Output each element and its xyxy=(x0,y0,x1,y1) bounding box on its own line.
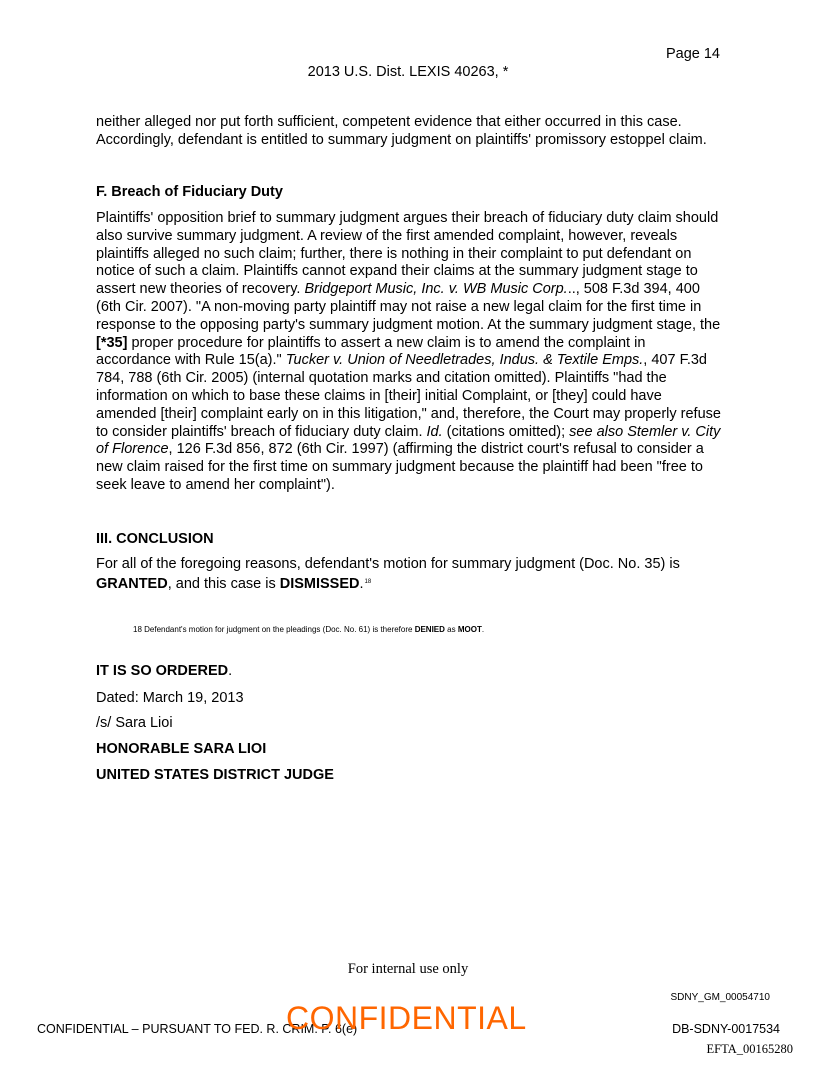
text-run: Plaintiffs' opposition brief to summary judgment argues their breach of fiduciary duty claim should also survive summary judgment. A review of the first amended complaint, however, reveals plaintiffs alleged no such claim; further, there is nothing in their complaint to put defendant on notice of such a claim. Plaintiffs cannot expand their claims at the summary judgment stage to assert new theories of recovery. xyxy=(96,210,719,298)
so-ordered-period: . xyxy=(228,663,233,679)
text-run: For all of the foregoing reasons, defendant's motion for summary judgment (Doc. No. 35) is xyxy=(96,556,680,572)
dated-line: Dated: March 19, 2013 xyxy=(96,690,244,706)
text-run: , 126 F.3d 856, 872 (6th Cir. 1997) (affirming the district court's refusal to consider a new claim raised for the first time on summary judgment because the plaintiff had been "free to seek leave to amend her complaint"). xyxy=(96,441,704,493)
paragraph-conclusion xyxy=(96,556,724,594)
dismissed-text: DISMISSED xyxy=(279,575,360,592)
moot-text: MOOT xyxy=(457,625,482,634)
so-ordered-bold: IT IS SO ORDERED xyxy=(96,663,229,679)
confidential-stamp: CONFIDENTIAL xyxy=(286,1000,527,1036)
text-run: . xyxy=(359,575,364,592)
case-name-tucker: Tucker v. Union of Needletrades, Indus. & Textile Emps. xyxy=(285,352,644,369)
granted-text: GRANTED xyxy=(96,575,168,592)
case-citation-header: 2013 U.S. Dist. LEXIS 40263, * xyxy=(307,64,509,80)
text-run: , 407 F.3d 784, 788 (6th Cir. 2005) (internal quotation marks and citation omitted). Plaintiffs "had the information on which to base these claims in [their] initial Complaint, or [they] could have amended [their] complaint early on in this litigation," and, therefore, the Court may properly refuse to consider plaintiffs' breach of fiduciary duty claim. xyxy=(96,352,721,440)
judge-name: HONORABLE SARA LIOI xyxy=(96,741,267,757)
judge-title: UNITED STATES DISTRICT JUDGE xyxy=(96,767,334,783)
text-run: .., 508 F.3d 394, 400 (6th Cir. 2007). "A non-moving party plaintiff may not raise a new legal claim for the first time in response to the opposing party's summary judgment motion. At the summary judgment stage, the xyxy=(96,281,721,333)
signature-line: /s/ Sara Lioi xyxy=(96,715,173,731)
footnote-text: . xyxy=(481,625,485,634)
text-run: proper procedure for plaintiffs to assert a new claim is to amend the complaint in accordance with Rule 15(a)." xyxy=(96,334,646,369)
footnote-18 xyxy=(133,625,484,634)
footnote-text: as xyxy=(444,625,458,634)
confidential-notice: CONFIDENTIAL – PURSUANT TO FED. R. CRIM. P. 6(e) xyxy=(37,1022,358,1036)
page-marker: [*35] xyxy=(96,334,128,351)
footnote-reference[interactable]: 18 xyxy=(364,578,372,585)
case-name-stemler: see also Stemler v. City of Florence xyxy=(96,423,721,458)
so-ordered xyxy=(96,663,232,679)
case-name-bridgeport: Bridgeport Music, Inc. v. WB Music Corp. xyxy=(304,281,568,298)
footnote-text: 18 Defendant's motion for judgment on the pleadings (Doc. No. 61) is therefore xyxy=(133,625,415,634)
paragraph-promissory-estoppel xyxy=(96,114,724,150)
page-number: Page 14 xyxy=(665,46,720,62)
efta-number: EFTA_00165280 xyxy=(706,1042,793,1056)
section-heading-fiduciary-duty: F. Breach of Fiduciary Duty xyxy=(96,184,283,200)
section-heading-conclusion: III. CONCLUSION xyxy=(96,531,214,547)
denied-text: DENIED xyxy=(414,625,445,634)
sdny-bates-number: SDNY_GM_00054710 xyxy=(670,992,770,1003)
text-run: , and this case is xyxy=(167,575,280,592)
case-name-id: Id. xyxy=(426,423,443,440)
paragraph-fiduciary-duty xyxy=(96,210,724,495)
db-bates-number: DB-SDNY-0017534 xyxy=(672,1022,780,1036)
paragraph-text: neither alleged nor put forth sufficient, competent evidence that either occurred in this case. Accordingly, defendant is entitled to summary judgment on plaintiffs' promissory estoppel claim. xyxy=(96,114,707,148)
internal-use-notice: For internal use only xyxy=(347,961,469,977)
text-run: (citations omitted); xyxy=(442,423,570,440)
